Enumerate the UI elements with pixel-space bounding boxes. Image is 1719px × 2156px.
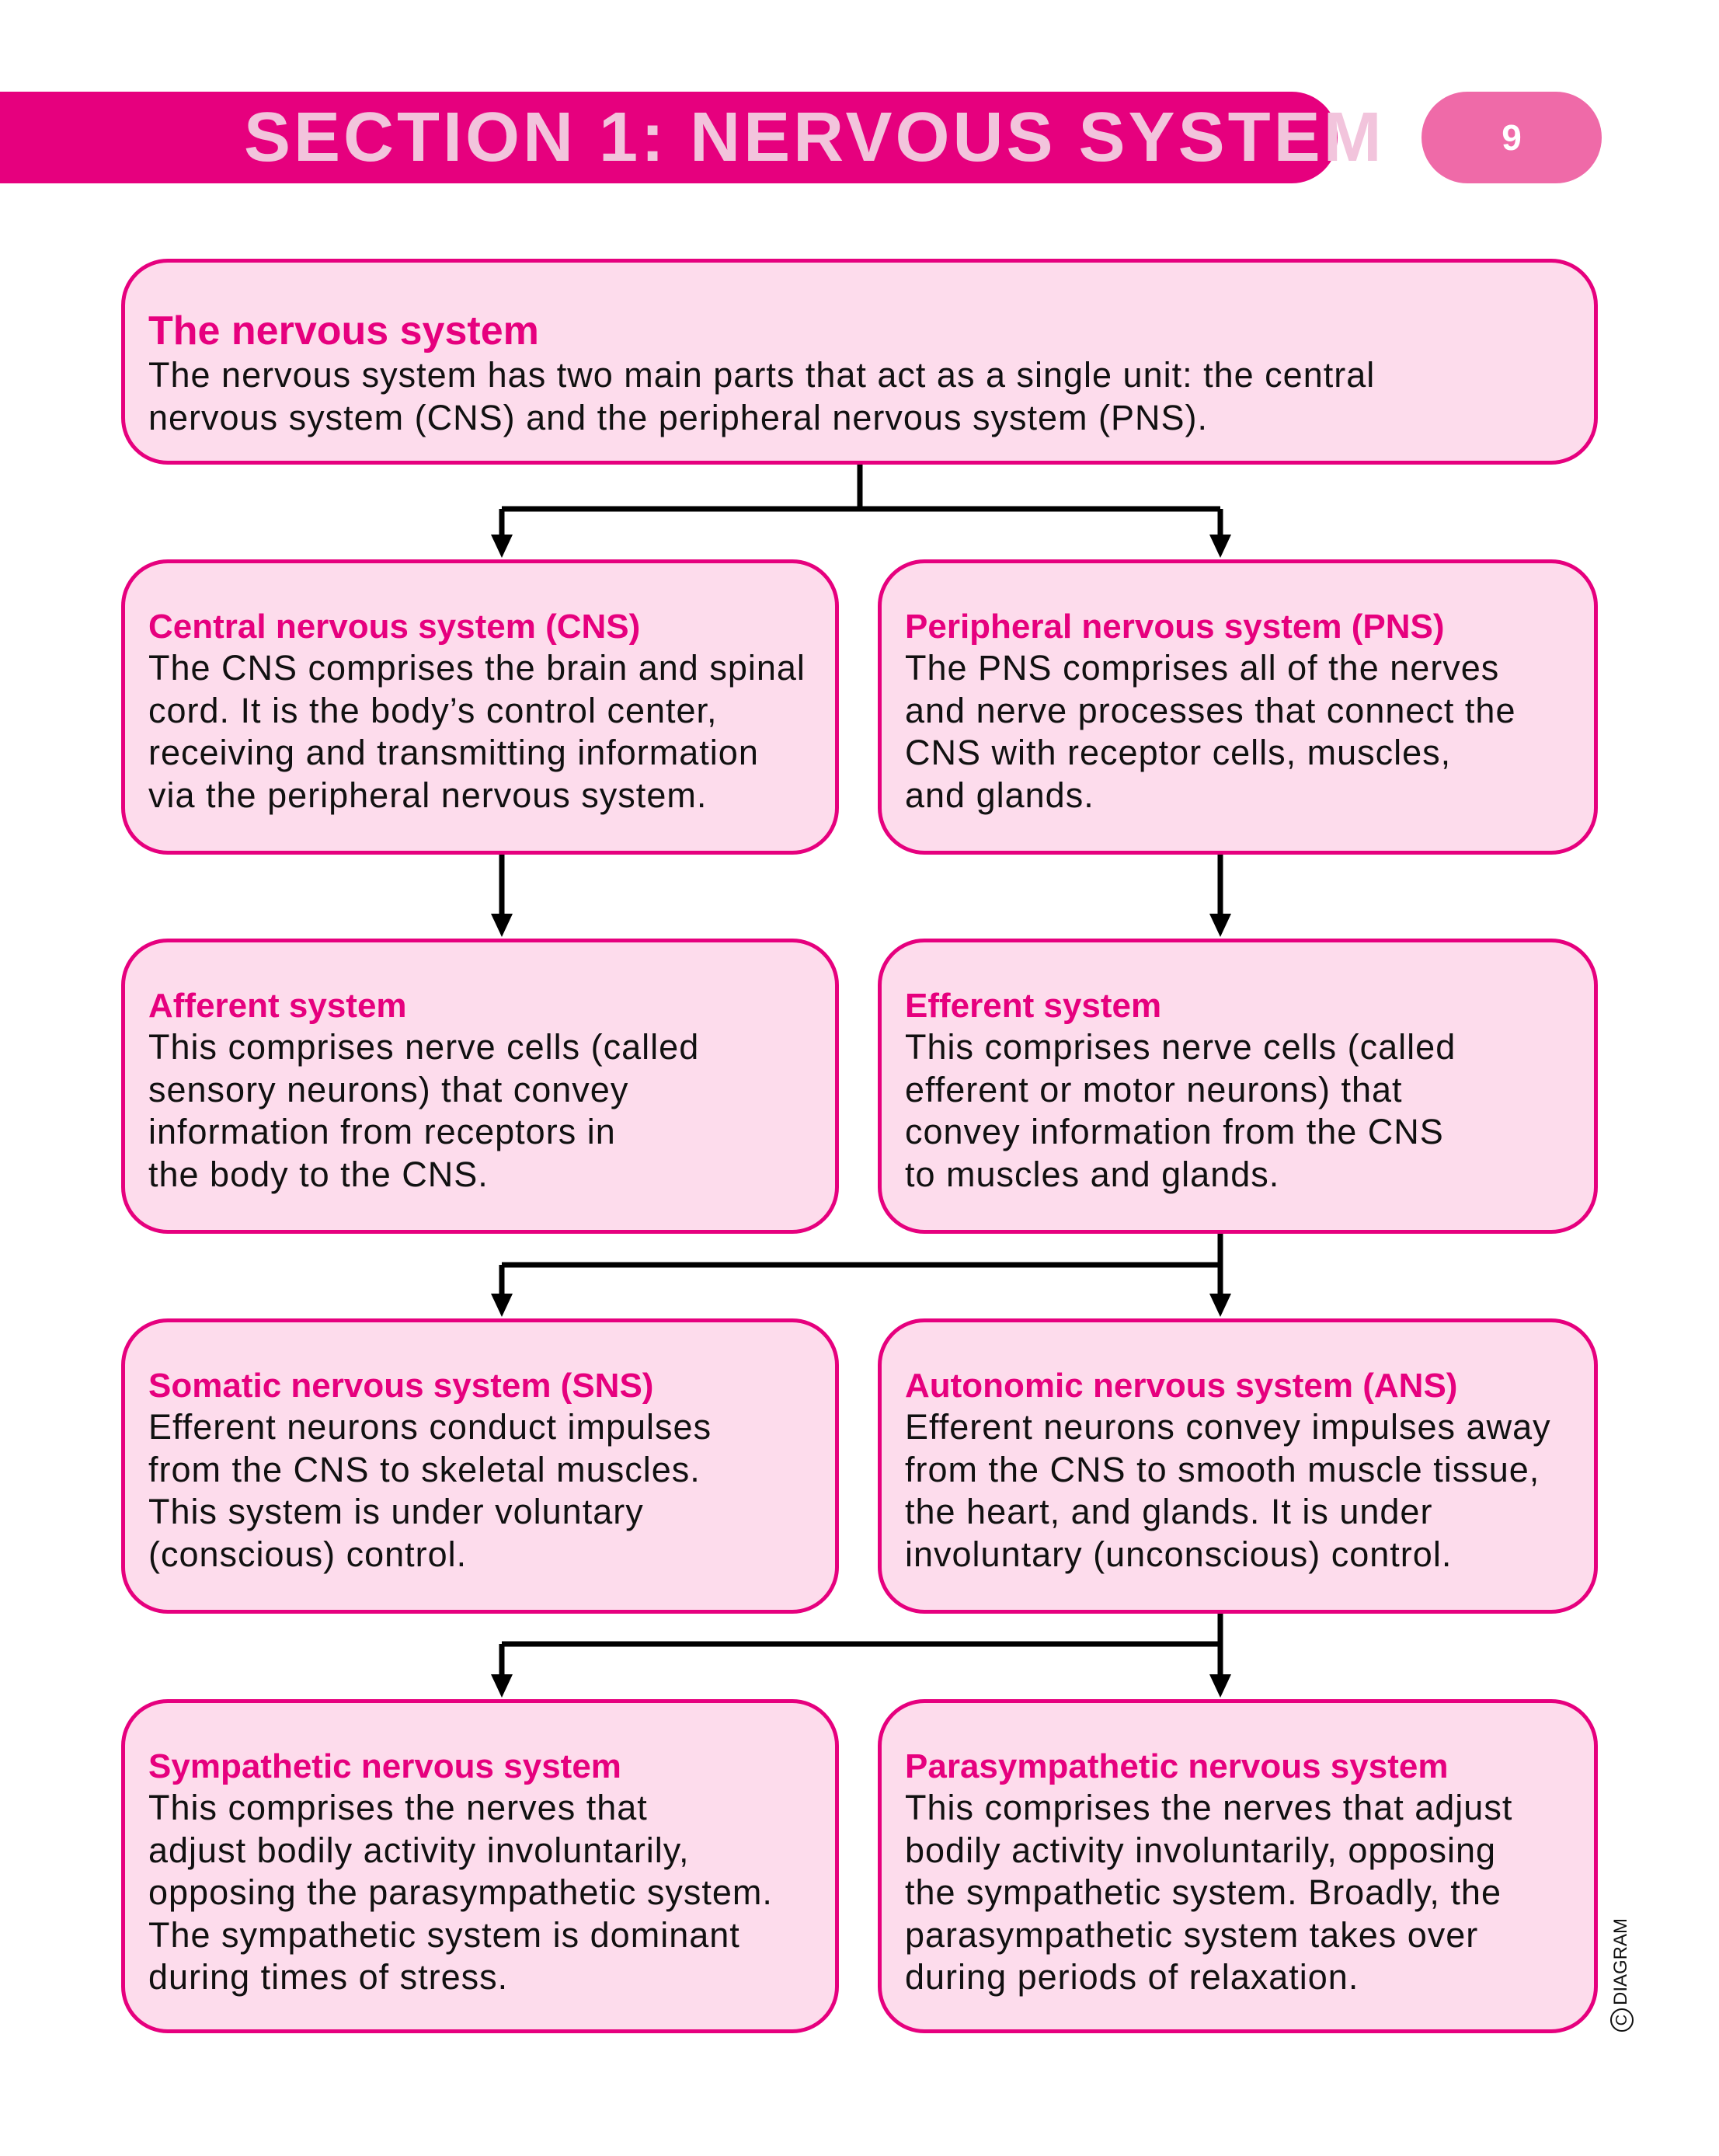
- box-body: This comprises nerve cells (called efferent or motor neurons) that convey information from the CNS to muscles and glands.: [905, 1027, 1456, 1194]
- box-body: The PNS comprises all of the nerves and nerve processes that connect the CNS with receptor cells, muscles, and glands.: [905, 648, 1516, 815]
- copyright-icon: C: [1610, 2008, 1634, 2032]
- box-body: This comprises the nerves that adjust bodily activity involuntarily, opposing the parasympathetic system. The sympathetic system is dominant during times of stress.: [148, 1788, 773, 1997]
- box-body: The CNS comprises the brain and spinal cord. It is the body’s control center, receiving and transmitting information via the peripheral nervous system.: [148, 648, 806, 815]
- box-heading: Central nervous system (CNS): [148, 608, 641, 646]
- box-body: This comprises nerve cells (called sensory neurons) that convey information from receptors in the body to the CNS.: [148, 1027, 700, 1194]
- page-number-badge: 9: [1421, 92, 1602, 183]
- box-heading: Afferent system: [148, 987, 407, 1025]
- section-title: SECTION 1: NERVOUS SYSTEM: [244, 99, 1385, 176]
- box-heading: Parasympathetic nervous system: [905, 1747, 1449, 1785]
- box-sympathetic-nervous-system: [121, 1699, 839, 2033]
- box-heading: Peripheral nervous system (PNS): [905, 608, 1445, 646]
- box-peripheral-nervous-system: [878, 559, 1598, 855]
- box-nervous-system: [121, 259, 1598, 465]
- box-somatic-nervous-system: [121, 1318, 839, 1614]
- box-body: This comprises the nerves that adjust bodily activity involuntarily, opposing the sympathetic system. Broadly, the parasympathetic system takes over during periods of relaxation.: [905, 1788, 1513, 1997]
- box-heading: The nervous system: [148, 308, 539, 354]
- box-efferent-system: [878, 939, 1598, 1234]
- arrowhead-efferent: [1209, 914, 1231, 937]
- box-body: Efferent neurons convey impulses away from the CNS to smooth muscle tissue, the heart, and glands. It is under involuntary (unconscious) control.: [905, 1407, 1551, 1574]
- box-autonomic-nervous-system: [878, 1318, 1598, 1614]
- arrowhead-pns: [1209, 535, 1231, 558]
- box-parasympathetic-nervous-system: [878, 1699, 1598, 2033]
- box-heading: Autonomic nervous system (ANS): [905, 1367, 1458, 1405]
- box-afferent-system: [121, 939, 839, 1234]
- box-heading: Efferent system: [905, 987, 1162, 1025]
- arrowhead-ans: [1209, 1294, 1231, 1317]
- box-central-nervous-system: [121, 559, 839, 855]
- arrowhead-sym: [491, 1674, 513, 1698]
- arrowhead-afferent: [491, 914, 513, 937]
- arrowhead-sns: [491, 1294, 513, 1317]
- box-heading: Sympathetic nervous system: [148, 1747, 621, 1785]
- box-body: Efferent neurons conduct impulses from the CNS to skeletal muscles. This system is under voluntary (conscious) control.: [148, 1407, 712, 1574]
- arrowhead-cns: [491, 535, 513, 558]
- arrowhead-para: [1209, 1674, 1231, 1698]
- box-body: The nervous system has two main parts that act as a single unit: the central nervous system (CNS) and the peripheral nervous system (PNS).: [148, 355, 1376, 437]
- box-heading: Somatic nervous system (SNS): [148, 1367, 654, 1405]
- copyright-notice: [1606, 1861, 1637, 2032]
- copyright-text: DIAGRAM: [1610, 1917, 1631, 2005]
